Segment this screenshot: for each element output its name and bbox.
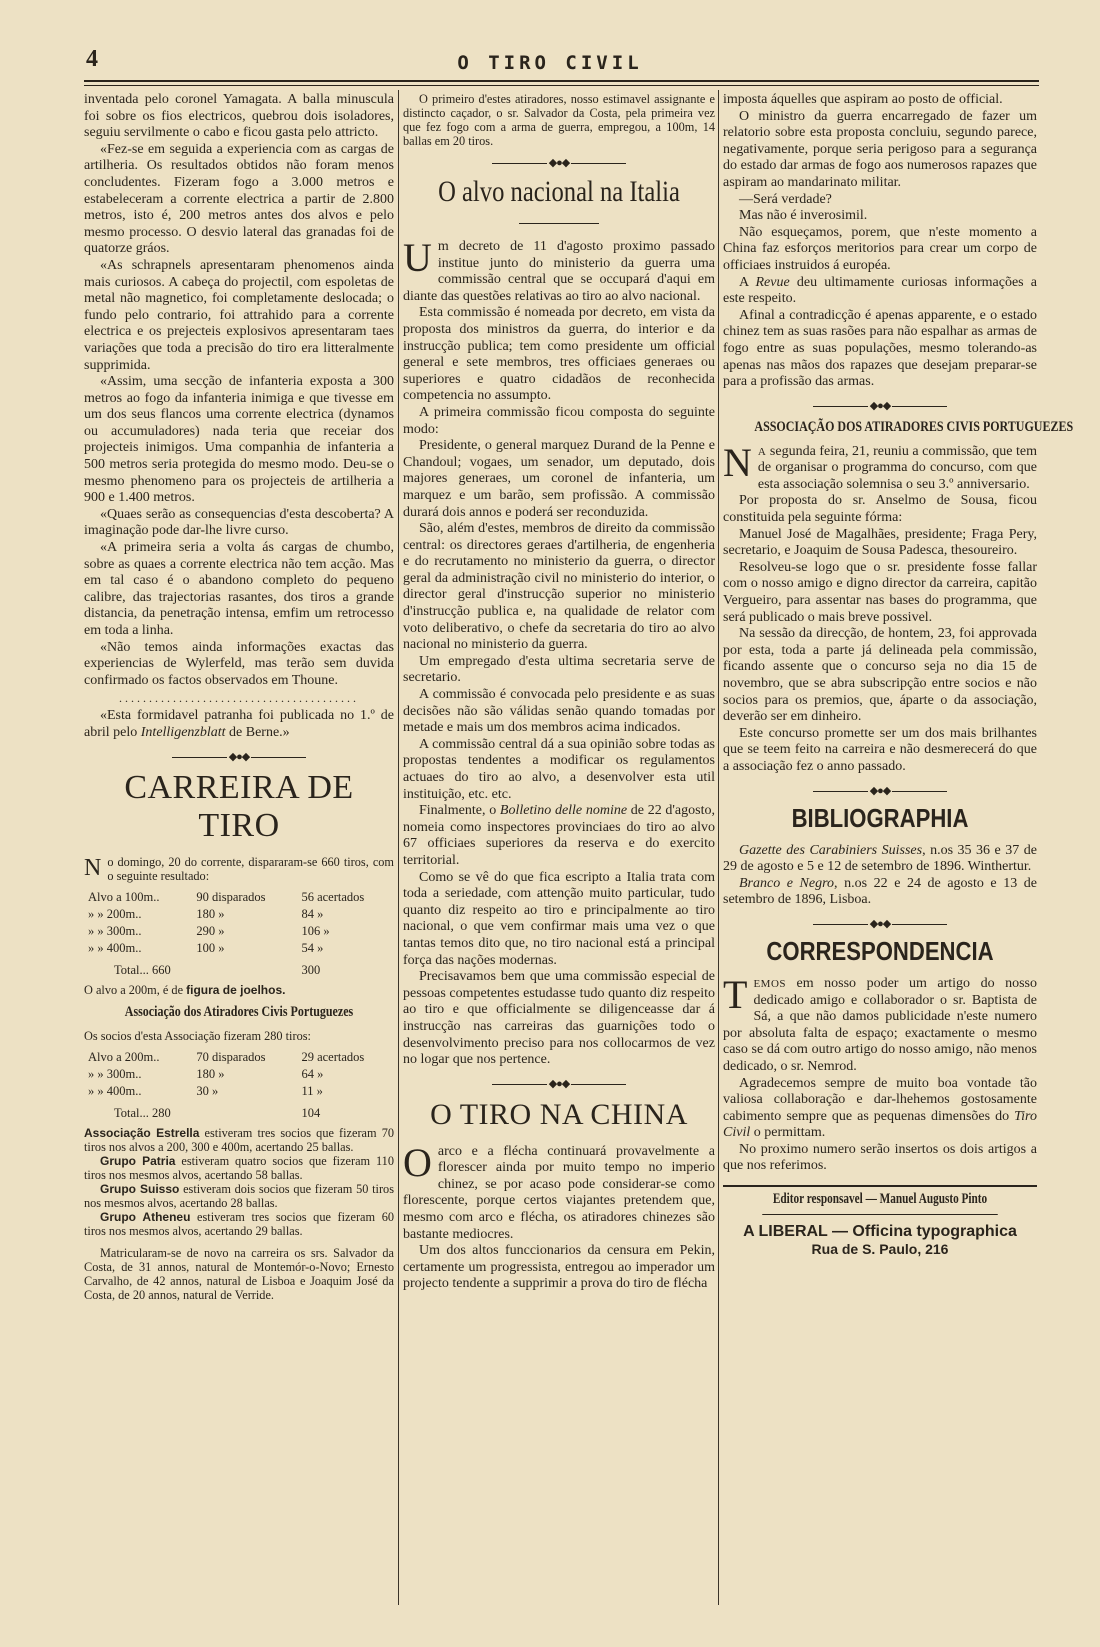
text-run: de 22 d'agosto, nomeia como inspectores provinciaes do tiro ao alvo 67 officiaes superiores da reserva e do exercito territorial. [403, 803, 715, 868]
editor-line: Editor responsavel — Manuel Augusto Pinto [762, 1191, 998, 1215]
article-paragraph: A primeira commissão ficou composta do seguinte modo: [403, 404, 715, 437]
text-run: estiveram tres socios que fizeram 70 tiros nos alvos a 200, 300 e 400m, acertando 25 ballas. [84, 1125, 394, 1154]
article-paragraph [723, 971, 1037, 1076]
article-paragraph: A commissão é convocada pelo presidente e as suas decisões não são válidas senão quando tomadas por metade e mais um dos membros acima indicados. [403, 687, 715, 736]
text-run: deu ultimamente curiosas informações a este respeito. [723, 274, 1037, 307]
article-paragraph: Matricularam-se de novo na carreira os srs. Salvador da Costa, de 31 annos, natural de Montemór-o-Novo; Ernesto Carvalho, de 42 annos, natural de Lisboa e Joaquim José da Costa, de 20 annos, natural de Verride. [84, 1245, 394, 1302]
text-run: «Esta formidavel patranha foi publicada no 1.º de abril pelo [84, 708, 394, 740]
table-row: » » 300m.. 290 » 106 » [88, 923, 330, 938]
group-name: Grupo Patria [100, 1153, 176, 1168]
article-paragraph: Presidente, o general marquez Durand de la Penne e Chandoul; vogaes, um senador, um deputado, dois majores generaes, um coronel de infanteria, um marquez e um barão, sem profissão. A commissão durará dois annos e poderá ser reconduzida. [403, 438, 715, 520]
small-caps-text: A [757, 445, 767, 458]
article-paragraph [723, 1076, 1037, 1142]
article-paragraph: O primeiro d'estes atiradores, nosso estimavel assignante e distincto caçador, o sr. Salvador da Costa, pela primeira vez que fez fogo com a arma de guerra, empregou, a 100m, 14 ballas em 20 tiros. [403, 92, 715, 148]
drop-cap: U [403, 235, 432, 280]
text-run: estiveram tres socios que fizeram 60 tiros nos mesmos alvos, acertando 29 ballas. [84, 1209, 394, 1238]
table-total-row: Total... 660 300 [114, 962, 321, 977]
text-run: Agradecemos sempre de muito boa vontade tão valiosa collaboração e dar-lhehemos gostosamente cabimento sempre que as pequenas dimensões do [723, 1075, 1037, 1124]
drop-cap: N [723, 439, 752, 485]
article-paragraph: Na sessão da direcção, de hontem, 23, foi approvada por esta, toda a parte já delineada pela commissão, ficando assente que o concurso seja no dia 15 de novembro, que se abra subscripção entre socios e não socios para os premios, que, áparte o da associação, deverão ser em dinheiro. [723, 626, 1037, 725]
group-name: Grupo Suisso [100, 1181, 180, 1196]
article-paragraph: «A primeira seria a volta ás cargas de chumbo, sobre as quaes a corrente electrica não tem acção. Mas em tal caso é o abandono completo do pequeno calibre, das trajectorias rasantes, dos tiros a grande distancia, da penetração intensa, emfim um retrocesso em toda a linha. [84, 540, 394, 638]
article-paragraph: Manuel José de Magalhães, presidente; Fraga Pery, secretario, e Joaquim de Sousa Padesca, thesoureiro. [723, 526, 1037, 559]
small-caps-text: EMOS [753, 977, 786, 990]
article-paragraph: Como se vê do que fica escripto a Italia trata com toda a seriedade, com attenção muito particular, tudo quanto diz respeito ao tiro e principalmente ao tiro nacional, o que vem confirmar mais uma vez o que tantas temos dito que, no tiro nacional está a principal força das nações modernas. [403, 869, 715, 968]
section-heading: CARREIRA DE TIRO [124, 768, 354, 844]
ornament-divider: ◆●◆ [723, 399, 1037, 412]
table-total-row: Total... 280 104 [114, 1105, 321, 1120]
italic-text: Revue [755, 274, 790, 290]
article-paragraph: Por proposta do sr. Anselmo de Sousa, ficou constituida pela seguinte fórma: [723, 493, 1037, 526]
article-paragraph: São, além d'estes, membros de direito da commissão central: os directores geraes d'artilheria, de engenheria e do recrutamento no ministerio da guerra, o director geral da administração civil no ministerio do interior, o director geral d'instrucção superior no ministerio d'instrucção publica e, na qualidade de relator com voto deliberativo, o chefe da secretaria do tiro ao alvo nacional no ministerio da guerra. [403, 521, 715, 653]
article-paragraph [403, 1139, 715, 1244]
ornament-divider: ◆●◆ [403, 156, 715, 169]
article-paragraph [84, 708, 394, 741]
article-paragraph: A commissão central dá a sua opinião sobre todas as propostas tendentes a modificar os regulamentos actuaes do tiro ao alvo, a desenvolver esta util instituição, etc. etc. [403, 736, 715, 802]
text-run: , n.os 35 36 e 37 de 29 de agosto e 5 e 12 de setembro de 1896. Winthertur. [723, 842, 1037, 875]
group-result [84, 1182, 394, 1210]
article-paragraph: Esta commissão é nomeada por decreto, em vista da proposta dos ministros da guerra, do interior e da instrucção publica; tem como presidente um official general e sete membros, tres officiaes generaes ou superiores e quatro cidadãos de reconhecida competencia no assumpto. [403, 305, 715, 404]
ornament-divider: ◆●◆ [403, 1077, 715, 1090]
column-1 [84, 92, 394, 1622]
ornament-divider: ◆●◆ [723, 917, 1037, 930]
section-note [84, 983, 394, 997]
group-name: Associação Estrella [84, 1125, 200, 1140]
article-paragraph: Mas não é inverosimil. [739, 208, 868, 224]
section-intro [84, 855, 394, 883]
italic-text: Intelligenzblatt [140, 724, 226, 740]
article-paragraph: «Não temos ainda informações exactas das experiencias de Wylerfeld, mas terão sem duvida confirmado os factos observados em Thoune. [84, 639, 394, 688]
article-paragraph: Não esqueçamos, porem, que n'este momento a China faz esforços meritorios para crear um corpo de officiaes instruidos á européa. [723, 224, 1037, 273]
article-paragraph: Este concurso promette ser um dos mais brilhantes que se teem feito na carreira e não desmerecerá do que a associação fez o anno passado. [723, 725, 1037, 774]
text-run: estiveram dois socios que fizeram 50 tiros nos mesmos alvos, acertando 28 ballas. [84, 1181, 394, 1210]
table-row: » » 200m.. 180 » 84 » [88, 906, 324, 921]
group-result [84, 1126, 394, 1154]
section-heading: O TIRO NA CHINA [430, 1097, 688, 1131]
section-heading: O alvo nacional na Italia [438, 175, 680, 208]
text-run: Finalmente, o [419, 803, 500, 819]
printer-address: Rua de S. Paulo, 216 [811, 1241, 949, 1258]
text-run: segunda feira, 21, reuniu a commissão, que tem de organisar o programma do concurso, com que esta associação solemnisa o seu 3.º anniversario. [757, 443, 1037, 492]
drop-cap: O [403, 1139, 432, 1185]
italic-text: Gazette des Carabiniers Suisses [739, 842, 923, 858]
italic-text: Tiro Civil [723, 1108, 1037, 1141]
column-divider [718, 90, 719, 1605]
text-run: o permittam. [750, 1125, 826, 1141]
italic-text: Branco e Negro [739, 875, 835, 891]
article-paragraph: Um empregado d'esta ultima secretaria serve de secretario. [403, 653, 715, 686]
article-paragraph [403, 803, 715, 869]
section-heading: CORRESPONDENCIA [766, 935, 994, 966]
article-paragraph [403, 235, 715, 305]
article-paragraph: Afinal a contradicção é apenas apparente, e o estado chinez tem as suas rasões para não espalhar as armas de fogo entre as suas populações, mesmo tolerando-as apenas nas mãos dos rapazes que desejam preparar-se para a profissão das armas. [723, 307, 1037, 390]
bold-text: figura de joelhos. [186, 982, 286, 997]
drop-cap: N [84, 854, 102, 881]
italic-text: Bolletino delle nomine [499, 803, 628, 819]
text-run: m decreto de 11 d'agosto proximo passado institue junto do ministerio da guerra uma commissão central que se occupará d'aqui em diante das questões relativas ao tiro ao alvo nacional. [403, 239, 715, 304]
group-name: Grupo Atheneu [100, 1209, 191, 1224]
article-paragraph [723, 275, 1037, 308]
article-paragraph: Um dos altos funccionarios da censura em Pekin, certamente um progressista, entregou ao imperador um projecto tendente a supprimir a prova do tiro de flécha [403, 1243, 715, 1292]
text-run: A [739, 274, 756, 290]
article-paragraph: O ministro da guerra encarregado de fazer um relatorio sobre esta proposta concluiu, segundo parece, negativamente, porque seria perigoso para a segurança do estado dar armas de fogo aos numerosos rapazes que aspiram ao mandarinato militar. [723, 108, 1037, 190]
text-run: estiveram quatro socios que fizeram 110 tiros nos mesmos alvos, acertando 58 ballas. [84, 1153, 394, 1182]
bibliography-entry [723, 843, 1037, 876]
section-intro: Os socios d'esta Associação fizeram 280 tiros: [84, 1028, 311, 1043]
article-paragraph: —Será verdade? [739, 191, 832, 207]
table-row: » » 300m.. 180 » 64 » [88, 1066, 324, 1081]
heading-rule [403, 217, 715, 229]
article-paragraph: inventada pelo coronel Yamagata. A balla minuscula foi sobre os fios electricos, quebrou dois isoladores, seguiu servilmente o cabo e ficou gasta pelo attricto. [84, 92, 394, 141]
text-run: O alvo a 200m, é de [84, 982, 187, 997]
article-paragraph: No proximo numero serão insertos os dois artigos a que nos referimos. [723, 1141, 1037, 1174]
table-row: Alvo a 100m.. 90 disparados 56 acertados [88, 889, 365, 904]
header-rule [84, 80, 1039, 82]
table-row: » » 400m.. 100 » 54 » [88, 940, 324, 955]
printer-line: A LIBERAL — Officina typographica [743, 1223, 1017, 1241]
drop-cap: T [723, 971, 748, 1017]
article-paragraph: «As schrapnels apresentaram phenomenos ainda mais curiosos. A cabeça do projectil, com espoletas de metal não magnetico, foi completamente deslocada; o fundo pelo contrario, foi attrahido para a corrente electrica e os prejecteis explosivos apresentaram taes variações que toda a precisão do tiro era litteralmente supprimida. [84, 257, 394, 373]
group-result [84, 1154, 394, 1182]
article-paragraph: «Fez-se em seguida a experiencia com as cargas de artilheria. Os resultados obtidos não foram menos concludentes. Fizeram fogo a 3.000 metros e estabeleceram a corrente electrica a partir de 2.800 metros, isto é, 200 metros antes dos alvos e pelo mesmo processo. O desvio lateral das granadas foi de quatorze gráos. [84, 141, 394, 257]
section-heading: ASSOCIAÇÃO DOS ATIRADORES CIVIS PORTUGUEZES [754, 418, 1074, 435]
dotted-separator: ........................................ [119, 691, 359, 706]
text-run: de Berne.» [225, 724, 290, 740]
table-row: Alvo a 200m.. 70 disparados 29 acertados [88, 1049, 365, 1064]
article-paragraph: Precisavamos bem que uma commissão especial de pessoas competentes estudasse tudo quanto diz respeito ao tiro e que officialmente se diligenceasse dar á instrucção nas carreiras das guarnições todo o desenvolvimento preciso para nos collocarmos de vez no logar que nos pertence. [403, 969, 715, 1068]
text-run: em nosso poder um artigo do nosso dedicado amigo e collaborador o sr. Baptista de Sá, a que não damos publicidade n'este numero por absoluta falta de espaço; exactamente o mesmo caso se dá com outro artigo do nosso amigo, não menos dedicado, o sr. Nemrod. [723, 975, 1037, 1074]
header-rule-thin [84, 85, 1039, 86]
article-paragraph [723, 439, 1037, 494]
article-paragraph: imposta áquelles que aspiram ao posto de official. [723, 92, 1003, 107]
masthead-title: O TIRO CIVIL [457, 52, 643, 74]
text-run: arco e a flécha continuará provavelmente a florescer ainda por muito tempo no imperio chinez, se por acaso pode considerar-se como florescente, porque certos viajantes pretendem que, mesmo com arco e flécha, os atiradores chinezes são bastante mediocres. [403, 1143, 715, 1242]
results-table [84, 1049, 394, 1122]
ornament-divider: ◆●◆ [723, 784, 1037, 797]
group-result [84, 1210, 394, 1238]
text-run: , n.os 22 e 24 de agosto e 13 de setembro de 1896, Lisboa. [723, 875, 1037, 908]
ornament-divider: ◆●◆ [84, 750, 394, 763]
page-number: 4 [86, 46, 98, 72]
subsection-heading: Associação dos Atiradores Civis Portuguezes [124, 1003, 354, 1020]
imprint-footer [723, 1185, 1037, 1257]
column-2 [403, 92, 715, 1622]
article-paragraph: «Assim, uma secção de infanteria exposta a 300 metros ao fogo da infanteria inimiga e que tivesse em um dos seus flancos uma corrente electrica (dynamos ou accumuladores) nada teria que receiar dos projecteis inimigos. Uma companhia de infanteria a 500 metros seria protegida do mesmo modo. Deu-se o mesmo phenomeno para os projecteis de artilheria a 900 e 1.400 metros. [84, 374, 394, 506]
bibliography-entry [723, 876, 1037, 909]
column-divider [398, 90, 399, 1605]
results-table [84, 889, 394, 979]
article-paragraph: Resolveu-se logo que o sr. presidente fosse fallar com o nosso amigo e digno director da carreira, capitão Vergueiro, para assentar nas bases do programma, que será publicado o mais breve possivel. [723, 559, 1037, 625]
text-run: o domingo, 20 do corrente, dispararam-se 660 tiros, com o seguinte resultado: [107, 854, 394, 883]
section-heading: BIBLIOGRAPHIA [791, 802, 969, 833]
table-row: » » 400m.. 30 » 11 » [88, 1083, 323, 1098]
article-paragraph: «Quaes serão as consequencias d'esta descoberta? A imaginação pode dar-lhe livre curso. [84, 506, 394, 539]
column-3 [723, 92, 1074, 1622]
